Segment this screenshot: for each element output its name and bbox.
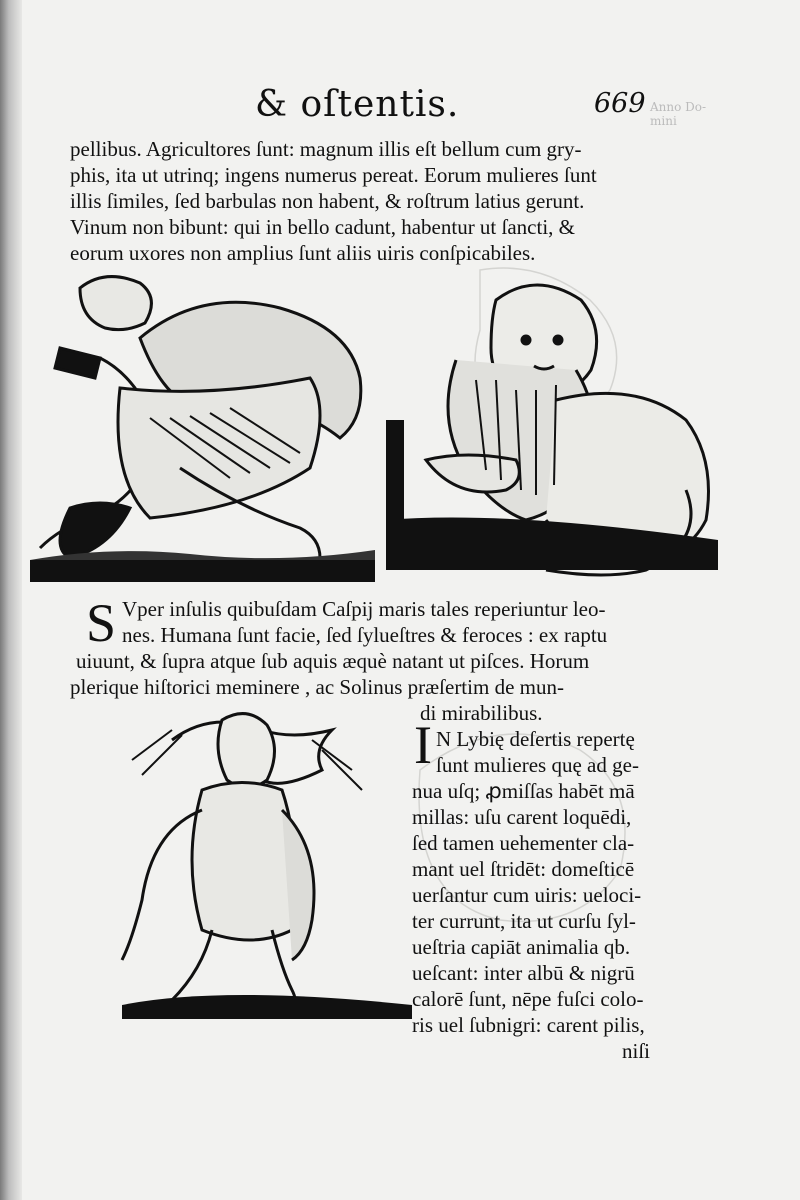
text-line: millas: uſu carent loquēdi, [412,805,632,829]
drop-cap: S [86,593,117,653]
text-line: mant uel ſtridēt: domeſticē [412,857,635,881]
text-line: Vinum non bibunt: qui in bello cadunt, habentur ut ſancti, & [70,215,575,239]
woodcut-libyan-woman [112,700,412,1030]
text-line: ueſcant: inter albū & nigrū [412,961,635,985]
text-line: N Lybię deſertis repertę [436,727,635,751]
text-line: eorum uxores non amplius ſunt aliis uiris conſpicabiles. [70,241,536,265]
text-line: plerique hiſtorici meminere , ac Solinus præſertim de mun- [70,675,564,699]
text-line: ris uel ſubnigri: carent pilis, [412,1013,645,1037]
woodcut-crouching-figure [30,268,375,586]
text-line: ſed tamen uehementer cla- [412,831,635,855]
text-line: ſunt mulieres quę ad ge- [436,753,639,777]
text-line: uiuunt, & ſupra atque ſub aquis æquè natant ut piſces. Horum [76,649,590,673]
text-line: Vper inſulis quibuſdam Caſpij maris tales reperiuntur leo- [122,597,606,621]
woodcut-human-faced-lion [386,270,718,588]
running-header-title: & oſtentis. [255,84,460,125]
margin-note: Anno Do- mini [650,100,707,128]
drop-cap: I [414,715,432,775]
text-line: ter currunt, ita ut curſu ſyl- [412,909,636,933]
text-line: phis, ita ut utrinq; ingens numerus pereat. Eorum mulieres ſunt [70,163,597,187]
page-gutter-shadow [0,0,22,1200]
text-line: nes. Humana ſunt facie, ſed ſylueſtres & feroces : ex raptu [122,623,608,647]
text-line: ueſtria capiāt animalia qb. [412,935,631,959]
text-line: nua uſq; ꝓmiſſas habēt mā [412,779,635,803]
page-number: 669 [594,88,646,119]
text-line: calorē ſunt, nēpe fuſci colo- [412,987,644,1011]
text-line: uerſantur cum uiris: ueloci- [412,883,642,907]
text-line: pellibus. Agricultores ſunt: magnum illis eſt bellum cum gry- [70,137,582,161]
text-line: di mirabilibus. [420,701,543,725]
text-line: illis ſimiles, ſed barbulas non habent, & roſtrum latius gerunt. [70,189,585,213]
text-line: niſi [622,1039,651,1063]
